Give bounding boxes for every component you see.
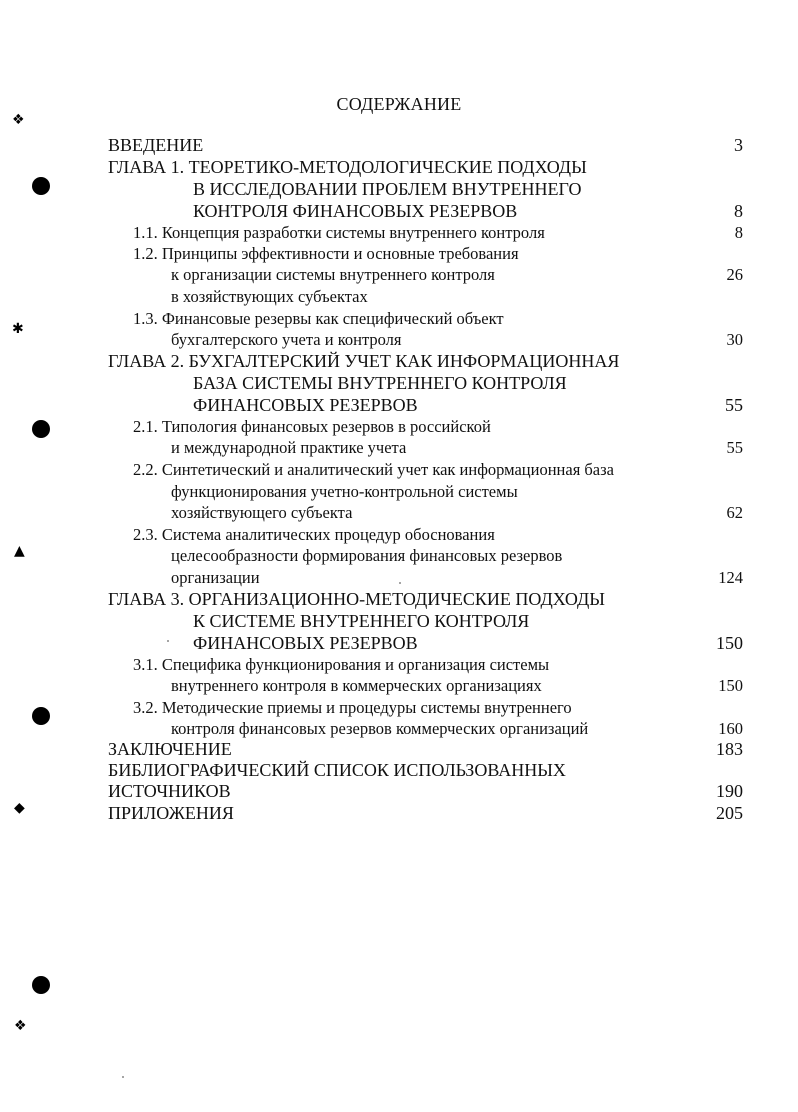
toc-s1-3-page: 30 — [726, 330, 743, 349]
toc-s2-1-line1: 2.1. Типология финансовых резервов в российской — [133, 417, 491, 436]
toc-ch3-page: 150 — [716, 633, 743, 653]
punch-hole-mark — [32, 420, 50, 438]
punch-hole-mark — [32, 177, 50, 195]
binding-mark-icon: ❖ — [12, 112, 25, 128]
toc-conclusion-title: ЗАКЛЮЧЕНИЕ — [108, 739, 232, 759]
toc-s2-1-page: 55 — [726, 438, 743, 457]
toc-s2-2-line2: функционирования учетно-контрольной системы — [171, 482, 518, 501]
toc-intro-page: 3 — [734, 135, 743, 155]
toc-s3-2-line1: 3.2. Методические приемы и процедуры системы внутреннего — [133, 698, 572, 717]
toc-ch1-page: 8 — [734, 201, 743, 221]
toc-s2-3-page: 124 — [718, 568, 743, 587]
toc-s1-2-page: 26 — [726, 265, 743, 284]
binding-mark-icon: ◆ — [14, 800, 25, 816]
scan-speck — [399, 582, 401, 584]
binding-mark-icon: ▲ — [14, 543, 25, 559]
toc-s3-1-line1: 3.1. Специфика функционирования и организация системы — [133, 655, 550, 674]
binding-mark-icon: ✱ — [12, 321, 24, 337]
toc-s3-2-line2: контроля финансовых резервов коммерческих организаций — [171, 719, 589, 738]
scan-speck — [167, 640, 169, 642]
toc-intro-title: ВВЕДЕНИЕ — [108, 135, 204, 155]
toc-appendix-page: 205 — [716, 803, 743, 823]
toc-ch3-title-line2: К СИСТЕМЕ ВНУТРЕННЕГО КОНТРОЛЯ — [193, 611, 530, 631]
toc-ch1-title-line1: ГЛАВА 1. ТЕОРЕТИКО-МЕТОДОЛОГИЧЕСКИЕ ПОДХОДЫ — [108, 157, 587, 177]
toc-s1-2-line2: к организации системы внутреннего контроля — [171, 265, 495, 284]
toc-s1-3-line2: бухгалтерского учета и контроля — [171, 330, 402, 349]
toc-ch3-title-line3: ФИНАНСОВЫХ РЕЗЕРВОВ — [193, 633, 418, 653]
toc-s1-1-line1: 1.1. Концепция разработки системы внутреннего контроля — [133, 223, 545, 242]
toc-s2-1-line2: и международной практике учета — [171, 438, 407, 457]
punch-hole-mark — [32, 707, 50, 725]
toc-bibliography-title-line1: БИБЛИОГРАФИЧЕСКИЙ СПИСОК ИСПОЛЬЗОВАННЫХ — [108, 760, 566, 780]
toc-s3-1-page: 150 — [718, 676, 743, 695]
toc-ch2-title-line1: ГЛАВА 2. БУХГАЛТЕРСКИЙ УЧЕТ КАК ИНФОРМАЦИОННАЯ — [108, 351, 620, 371]
toc-s2-2-line3: хозяйствующего субъекта — [171, 503, 353, 522]
toc-s1-2-line1: 1.2. Принципы эффективности и основные требования — [133, 244, 519, 263]
toc-conclusion-page: 183 — [716, 739, 743, 759]
toc-s2-2-page: 62 — [726, 503, 743, 522]
toc-s2-3-line1: 2.3. Система аналитических процедур обоснования — [133, 525, 495, 544]
toc-s2-3-line2: целесообразности формирования финансовых резервов — [171, 546, 563, 565]
toc-appendix-title: ПРИЛОЖЕНИЯ — [108, 803, 234, 823]
page-title: СОДЕРЖАНИЕ — [336, 94, 462, 114]
toc-ch1-title-line3: КОНТРОЛЯ ФИНАНСОВЫХ РЕЗЕРВОВ — [193, 201, 518, 221]
toc-s1-2-line3: в хозяйствующих субъектах — [171, 287, 368, 306]
toc-ch2-title-line3: ФИНАНСОВЫХ РЕЗЕРВОВ — [193, 395, 418, 415]
toc-ch2-page: 55 — [725, 395, 743, 415]
toc-ch2-title-line2: БАЗА СИСТЕМЫ ВНУТРЕННЕГО КОНТРОЛЯ — [193, 373, 567, 393]
toc-bibliography-title-line2: ИСТОЧНИКОВ — [108, 781, 231, 801]
toc-s3-2-page: 160 — [718, 719, 743, 738]
toc-ch3-title-line1: ГЛАВА 3. ОРГАНИЗАЦИОННО-МЕТОДИЧЕСКИЕ ПОДХОДЫ — [108, 589, 605, 609]
scan-speck — [122, 1076, 124, 1078]
toc-s3-1-line2: внутреннего контроля в коммерческих организациях — [171, 676, 542, 695]
toc-ch1-title-line2: В ИССЛЕДОВАНИИ ПРОБЛЕМ ВНУТРЕННЕГО — [193, 179, 582, 199]
toc-s1-1-page: 8 — [734, 223, 743, 242]
toc-s1-3-line1: 1.3. Финансовые резервы как специфический объект — [133, 309, 504, 328]
toc-bibliography-page: 190 — [716, 781, 743, 801]
punch-hole-mark — [32, 976, 50, 994]
toc-s2-2-line1: 2.2. Синтетический и аналитический учет как информационная база — [133, 460, 614, 479]
binding-mark-icon: ❖ — [14, 1018, 27, 1034]
toc-s2-3-line3: организации — [171, 568, 260, 587]
